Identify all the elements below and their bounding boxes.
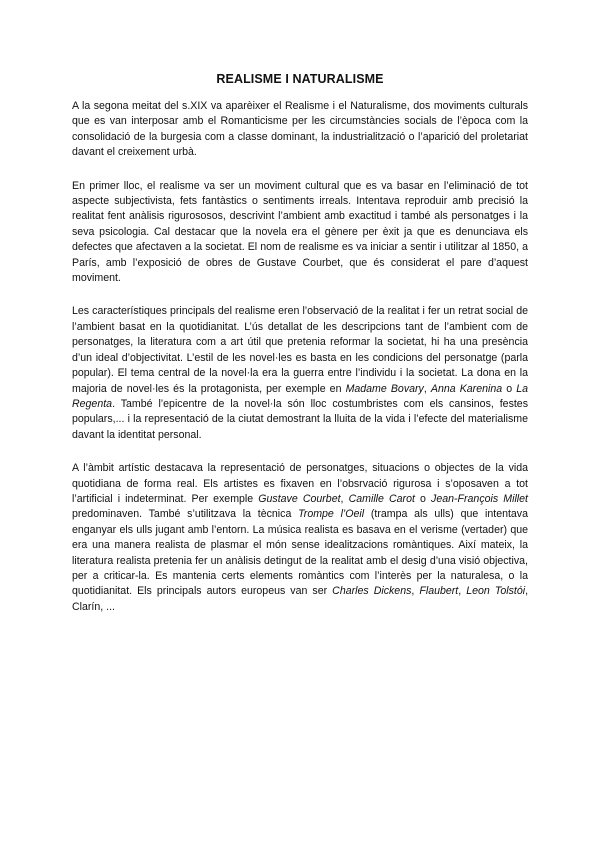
italic-term: Charles Dickens (332, 585, 412, 598)
paragraph-characteristics (72, 304, 528, 443)
italic-term: Anna Karenina (430, 382, 503, 395)
italic-term: Flaubert (419, 585, 459, 598)
text-run: En primer lloc, el realisme va ser un moviment cultural que es va basar en l’eliminació de tot aspecte subjectivista, fets fantàstics o sentiments irreals. Intentava reproduir amb precisió la realitat fent anàlisis rigurososos, descrivint l’ambient amb exactitud i també als personatges i la seva psicologia. Cal destacar que la novela era el gènere per èxit ja que es denunciava els defectes que afectaven a la societat. El nom de realisme es va iniciar a sentir i utilitzar al 1850, a París, amb l’exposició de obres de Gustave Courbet, que és considerat el pare d’aquest moviment. (72, 179, 528, 285)
page-title: REALISME I NATURALISME (216, 72, 384, 86)
text-run: A l’àmbit artístic destacava la representació de personatges, situacions o objectes de la vida quotidiana de forma real. Els artistes es fixaven en l’obsrvació rigurosa i s’oposaven a tot l’artificial i indeterminat. Per exemple (72, 462, 528, 505)
paragraph-realism-origin (72, 179, 528, 287)
italic-term: Leon Tolstói (466, 585, 526, 598)
document-page (72, 72, 528, 633)
text-run: o (414, 492, 432, 505)
text-run: , (340, 492, 349, 505)
italic-term: Trompe l’Oeil (298, 508, 365, 521)
text-run: Les característiques principals del realisme eren l’observació de la realitat i fer un retrat social de l’ambient basat en la quotidianitat. L’ús detallat de les descripcions tant de l’ambient com de personatges, la literatura com a art útil que pretenia reformar la societat, hi ha una presència d’un ideal d’objectivitat. L’estil de les novel·les es basta en les condicions del personatge (parla popular). El tema central de la novel·la era la guerra entre l’individu i la societat. La dona en la majoria de novel·les és la protagonista, per exemple en (72, 305, 528, 395)
text-run: , Clarín, ... (72, 585, 529, 613)
text-run: , (423, 382, 431, 395)
text-run: . També l’epicentre de la novel·la són lloc costumbristes com els cansinos, festes populars,... i la representació de la ciutat demostrant la lluita de la vida i l’efecte del materialisme davant la identitat personal. (72, 397, 528, 441)
italic-term: La Regenta (72, 382, 529, 410)
italic-term: Jean-François Millet (431, 492, 528, 505)
paragraph-artistic-field (72, 461, 528, 615)
text-run: , (458, 585, 467, 598)
italic-term: Madame Bovary (345, 382, 424, 395)
italic-term: Camille Carot (348, 492, 415, 505)
text-run: predominaven. També s’utilitzava la tècnica (72, 508, 299, 521)
text-run: A la segona meitat del s.XIX va aparèixer el Realisme i el Naturalisme, dos moviments culturals que es van interposar amb el Romanticisme per les circumstàncies socials de l’època com la consolidació de la burgesia com a classe dominant, la industrialització o l’aparició del proletariat davant el creixement urbà. (72, 100, 528, 159)
paragraph-intro (72, 99, 528, 161)
italic-term: Gustave Courbet (258, 492, 341, 505)
text-run: o (502, 382, 517, 395)
text-run: (trampa als ulls) que intentava enganyar els ulls jugant amb l’entorn. La música realista es basava en el verisme (vertader) que era una manera realista de plasmar el món sense idealitzacions romàntiques. Així mateix, la literatura realista pretenia fer un anàlisis detingut de la realitat amb el desig d’una visió objectiva, per a criticar-la. Es mantenia certs elements romàntics com l’interès per la naturalesa, o la quotidianitat. Els principals autors europeus van ser (72, 508, 528, 598)
text-run: , (411, 585, 420, 598)
